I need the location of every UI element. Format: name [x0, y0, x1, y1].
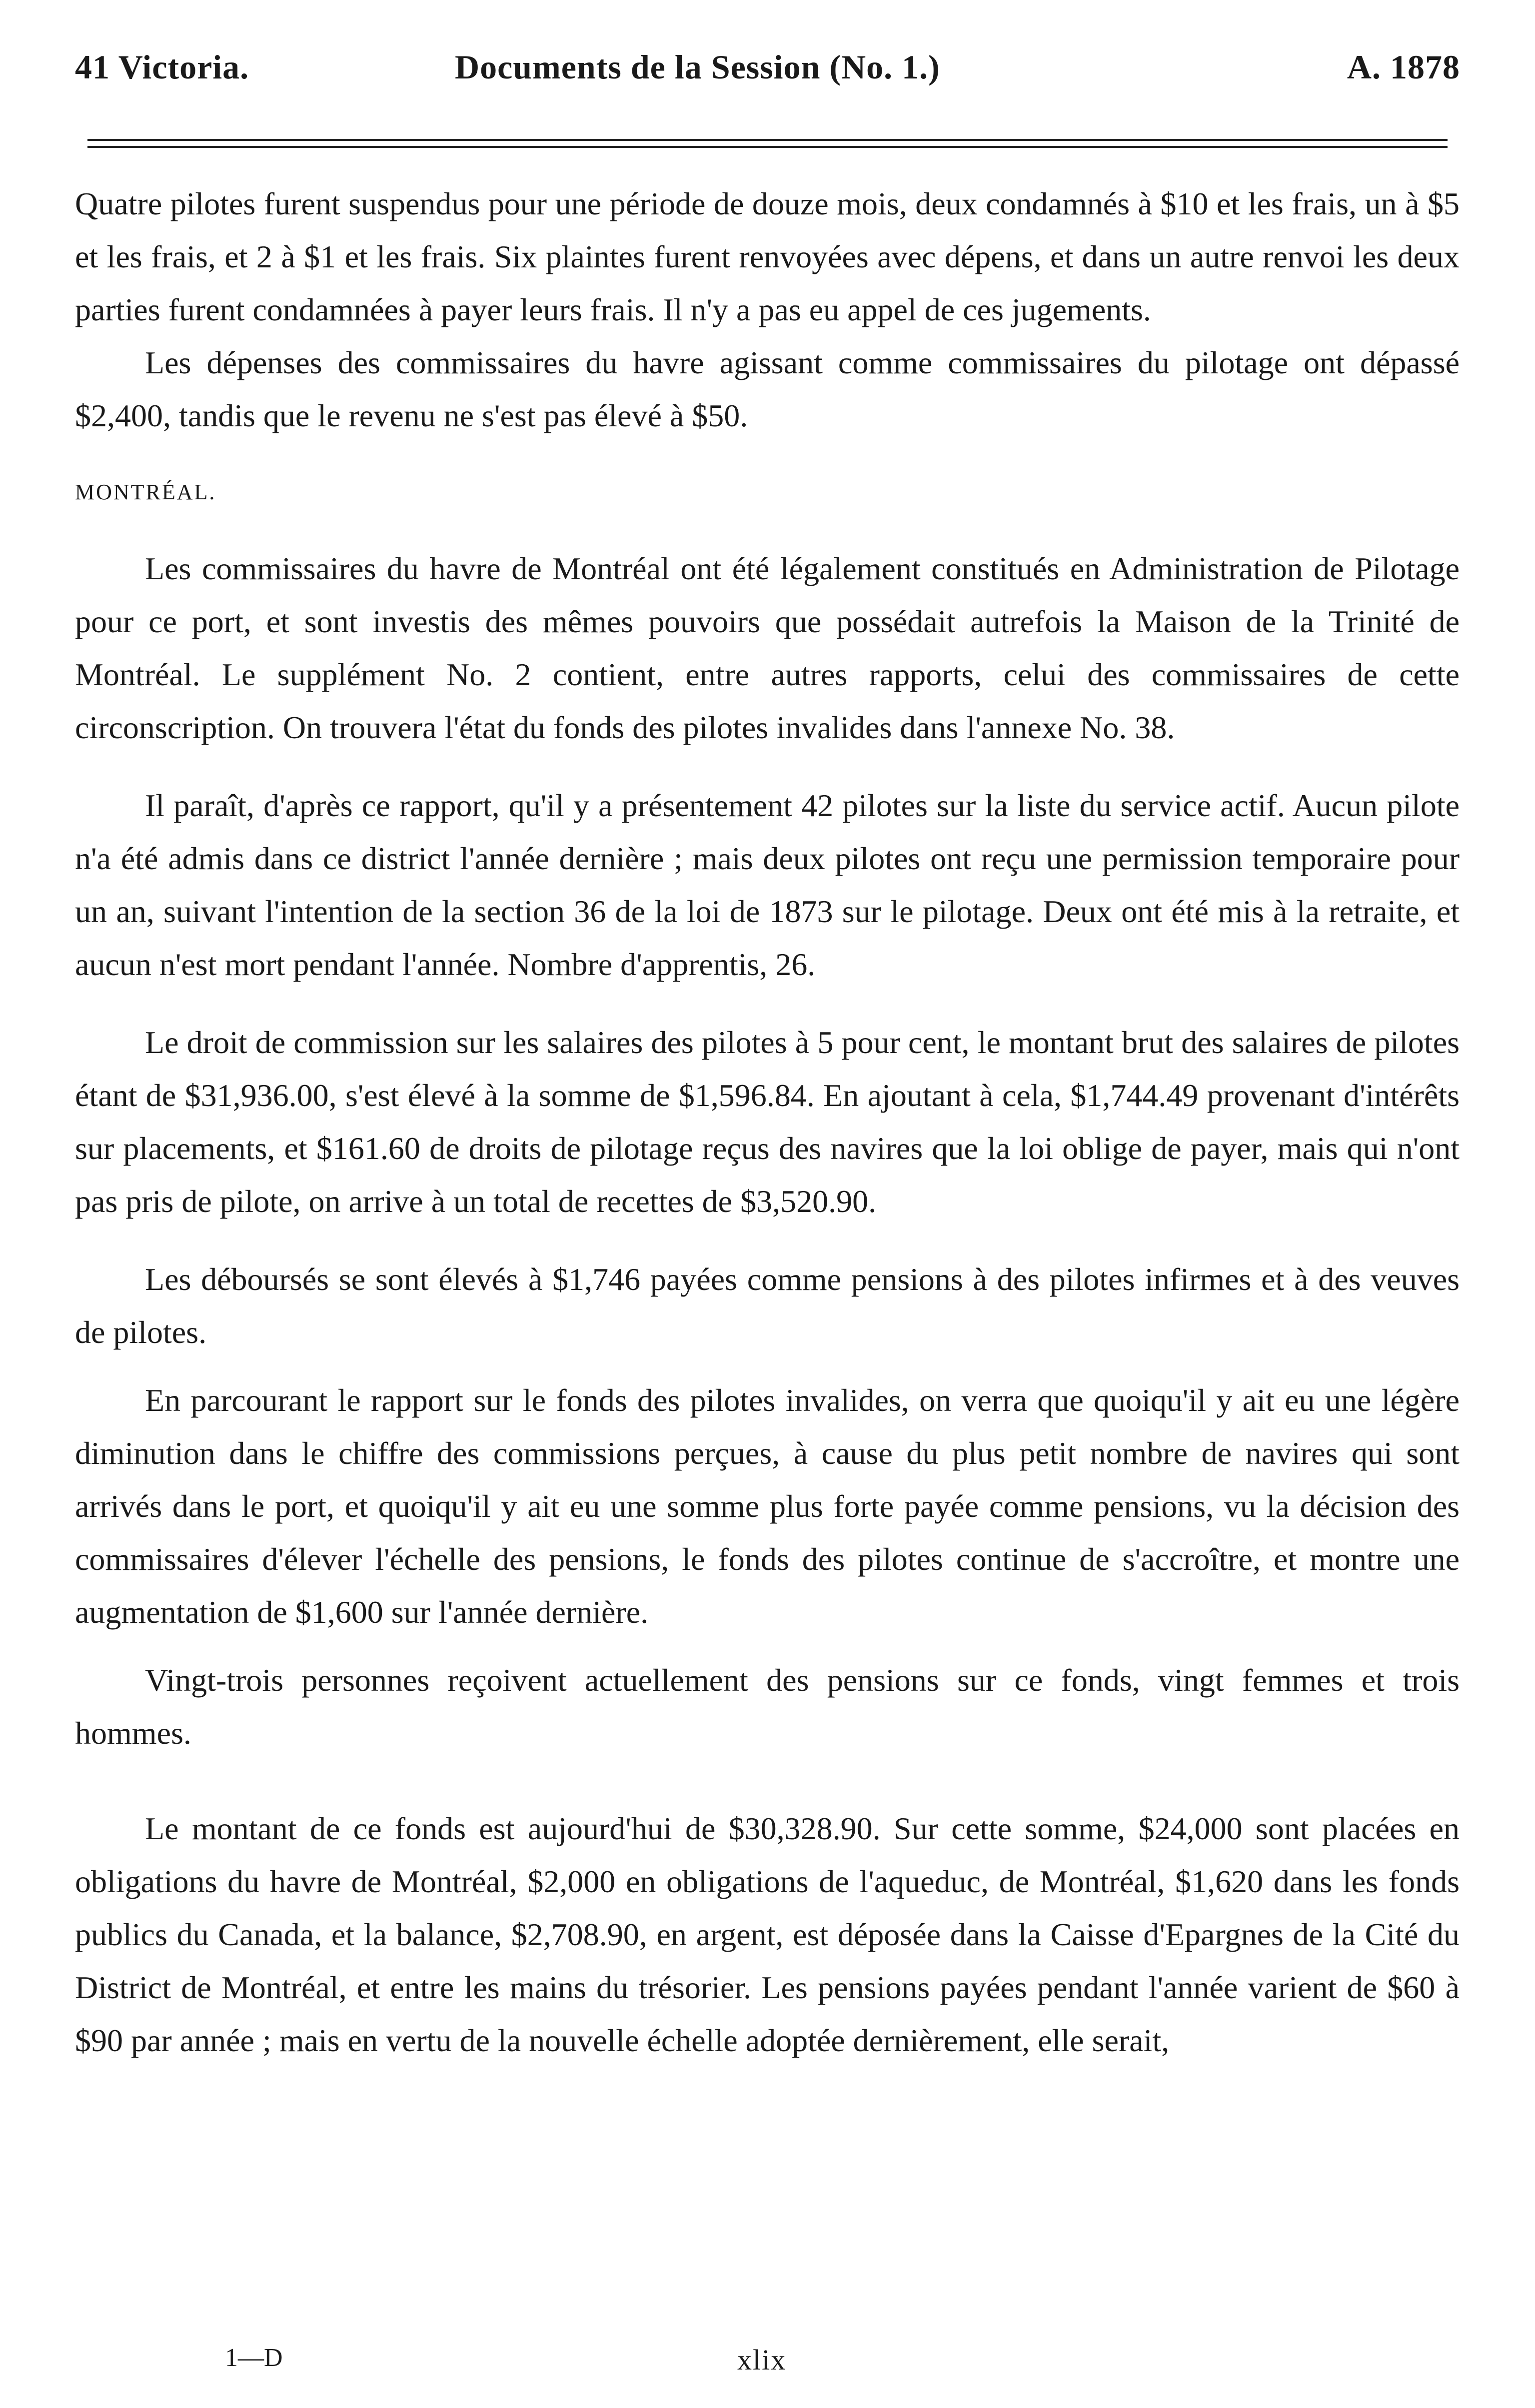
page-footer: [0, 2343, 1535, 2383]
paragraph-2: Les dépenses des commissaires du havre agissant comme commissaires du pilotage ont dépassé $2,400, tandis que le revenu ne s'est pas élevé à $50.: [75, 345, 1460, 433]
paragraph-7: En parcourant le rapport sur le fonds des pilotes invalides, on verra que quoiqu'il y ait eu une légère diminution dans le chiffre des commissions perçues, à cause du plus petit nombre de navires qui sont arrivés dans le port, et quoiqu'il y ait eu une somme plus forte payée comme pensions, vu la décision des commissaires d'élever l'échelle des pensions, le fonds des pilotes continue de s'accroître, et montre une augmentation de $1,600 sur l'année dernière.: [75, 1382, 1460, 1630]
printer-signature: 1—D: [225, 2344, 283, 2372]
paragraph-5: Le droit de commission sur les salaires des pilotes à 5 pour cent, le montant brut des salaires de pilotes étant de $31,936.00, s'est élevé à la somme de $1,596.84. En ajoutant à cela, $1,744.49 provenant d'intérêts sur placements, et $161.60 de droits de pilotage reçus des navires que la loi oblige de payer, mais qui n'ont pas pris de pilote, on arrive à un total de recettes de $3,520.90.: [75, 1025, 1460, 1219]
paragraph-3: Les commissaires du havre de Montréal ont été légalement constitués en Administration de Pilotage pour ce port, et sont investis des mêmes pouvoirs que possédait autrefois la Maison de la Trinité de Montréal. Le supplément No. 2 contient, entre autres rapports, celui des commissaires de cette circonscription. On trouvera l'état du fonds des pilotes invalides dans l'annexe No. 38.: [75, 551, 1460, 745]
header-year: A. 1878: [1347, 48, 1460, 86]
page-number: xlix: [737, 2344, 787, 2376]
header-rule-top: [87, 139, 1448, 141]
header-rule-bottom: [87, 146, 1448, 148]
body-text: [75, 177, 1460, 2067]
paragraph-8: Vingt-trois personnes reçoivent actuellement des pensions sur ce fonds, vingt femmes et trois hommes.: [75, 1662, 1460, 1751]
running-header: [75, 47, 1460, 92]
paragraph-4: Il paraît, d'après ce rapport, qu'il y a présentement 42 pilotes sur la liste du service actif. Aucun pilote n'a été admis dans ce district l'année dernière ; mais deux pilotes ont reçu une permission temporaire pour un an, suivant l'intention de la section 36 de la loi de 1873 sur le pilotage. Deux ont été mis à la retraite, et aucun n'est mort pendant l'année. Nombre d'apprentis, 26.: [75, 788, 1460, 982]
paragraph-9: Le montant de ce fonds est aujourd'hui de $30,328.90. Sur cette somme, $24,000 sont placées en obligations du havre de Montréal, $2,000 en obligations de l'aqueduc, de Montréal, $1,620 dans les fonds publics du Canada, et la balance, $2,708.90, en argent, est déposée dans la Caisse d'Epargnes de la Cité du District de Montréal, et entre les mains du trésorier. Les pensions payées pendant l'année varient de $60 à $90 par année ; mais en vertu de la nouvelle échelle adoptée dernièrement, elle serait,: [75, 1811, 1460, 2058]
paragraph-1: Quatre pilotes furent suspendus pour une période de douze mois, deux condamnés à $10 et les frais, un à $5 et les frais, et 2 à $1 et les frais. Six plaintes furent renvoyées avec dépens, et dans un autre renvoi les deux parties furent condamnées à payer leurs frais. Il n'y a pas eu appel de ces jugements.: [75, 186, 1460, 327]
header-title: Documents de la Session (No. 1.): [455, 48, 940, 86]
section-title-montreal: MONTRÉAL.: [75, 480, 216, 504]
paragraph-6: Les déboursés se sont élevés à $1,746 payées comme pensions à des pilotes infirmes et à des veuves de pilotes.: [75, 1261, 1460, 1350]
header-regnal-year: 41 Victoria.: [75, 48, 249, 86]
